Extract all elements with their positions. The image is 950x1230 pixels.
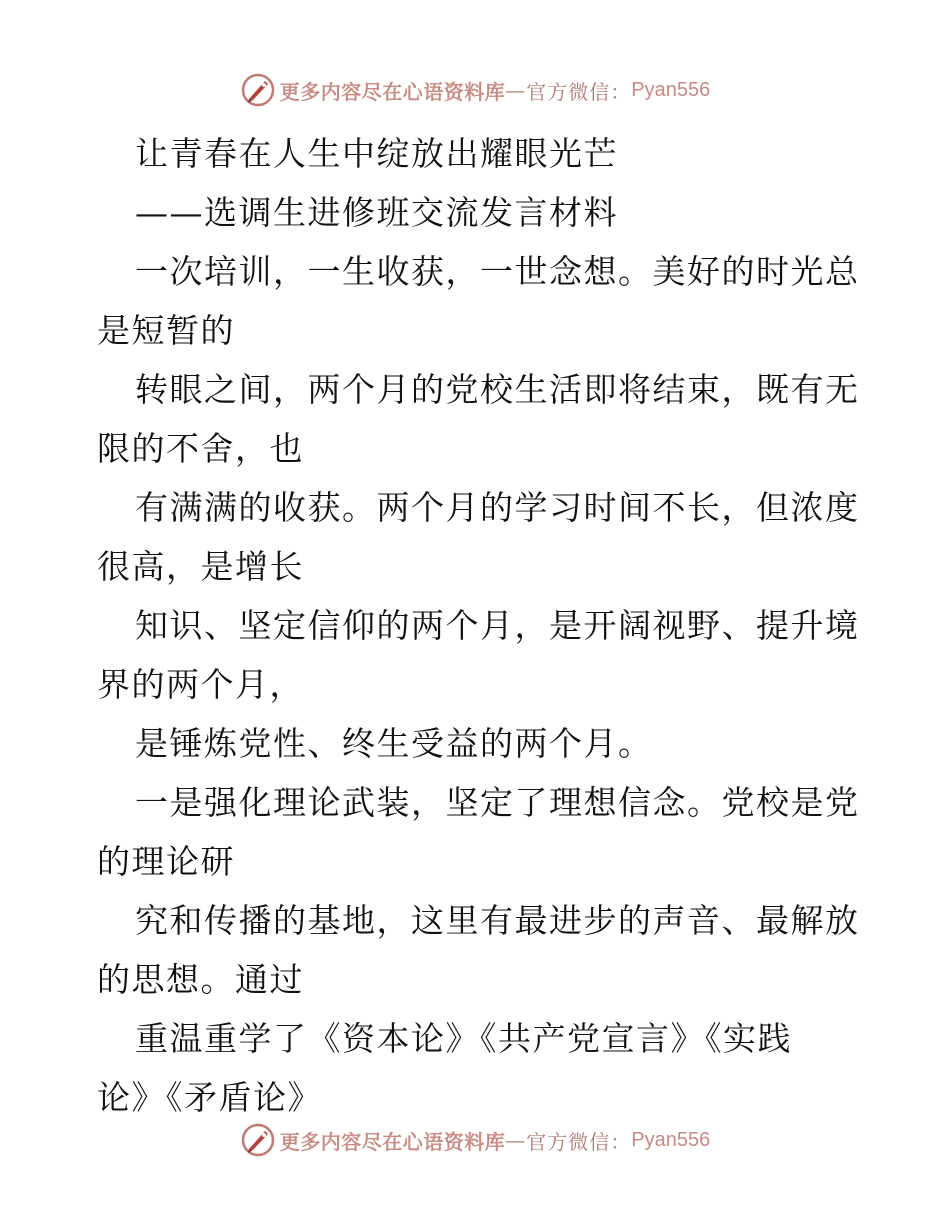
- text-line: 知识、坚定信仰的两个月，是开阔视野、提升境: [135, 606, 860, 645]
- document-title: 让青春在人生中绽放出耀眼光芒: [135, 134, 618, 173]
- watermark-dash: —: [505, 1128, 527, 1152]
- text-line: 界的两个月，: [97, 665, 304, 704]
- watermark-dash: —: [505, 78, 527, 102]
- text-line: 很高，是增长: [97, 547, 304, 586]
- text-line: 是锤炼党性、终生受益的两个月。: [135, 724, 653, 763]
- header-watermark: [0, 70, 950, 110]
- text-line: 论》《矛盾论》: [97, 1078, 322, 1117]
- watermark-wechat-id: Pyan556: [631, 1128, 711, 1151]
- text-line: 的理论研: [97, 842, 235, 881]
- text-line: 转眼之间，两个月的党校生活即将结束，既有无: [135, 370, 860, 409]
- text-line: 限的不舍，也: [97, 429, 304, 468]
- feather-pen-logo-icon: [240, 1122, 276, 1158]
- text-line: 重温重学了《资本论》《共产党宣言》《实践: [135, 1019, 792, 1058]
- watermark-brand-text: 更多内容尽在心语资料库: [279, 1129, 506, 1154]
- watermark-wechat-id: Pyan556: [631, 78, 711, 101]
- watermark-brand-text: 更多内容尽在心语资料库: [279, 79, 506, 104]
- text-line: 是短暂的: [97, 311, 235, 350]
- document-subtitle: ——选调生进修班交流发言材料: [135, 193, 618, 232]
- text-line: 一次培训，一生收获，一世念想。美好的时光总: [135, 252, 860, 291]
- text-line: 的思想。通过: [97, 960, 304, 999]
- text-line: 究和传播的基地，这里有最进步的声音、最解放: [135, 901, 860, 940]
- text-line: 有满满的收获。两个月的学习时间不长，但浓度: [135, 488, 860, 527]
- document-body: [97, 124, 860, 1127]
- text-line: 一是强化理论武装，坚定了理想信念。党校是党: [135, 783, 860, 822]
- feather-pen-logo-icon: [240, 72, 276, 108]
- watermark-wechat-label: 官方微信：: [526, 79, 632, 104]
- watermark-wechat-label: 官方微信：: [526, 1129, 632, 1154]
- footer-watermark: [0, 1120, 950, 1160]
